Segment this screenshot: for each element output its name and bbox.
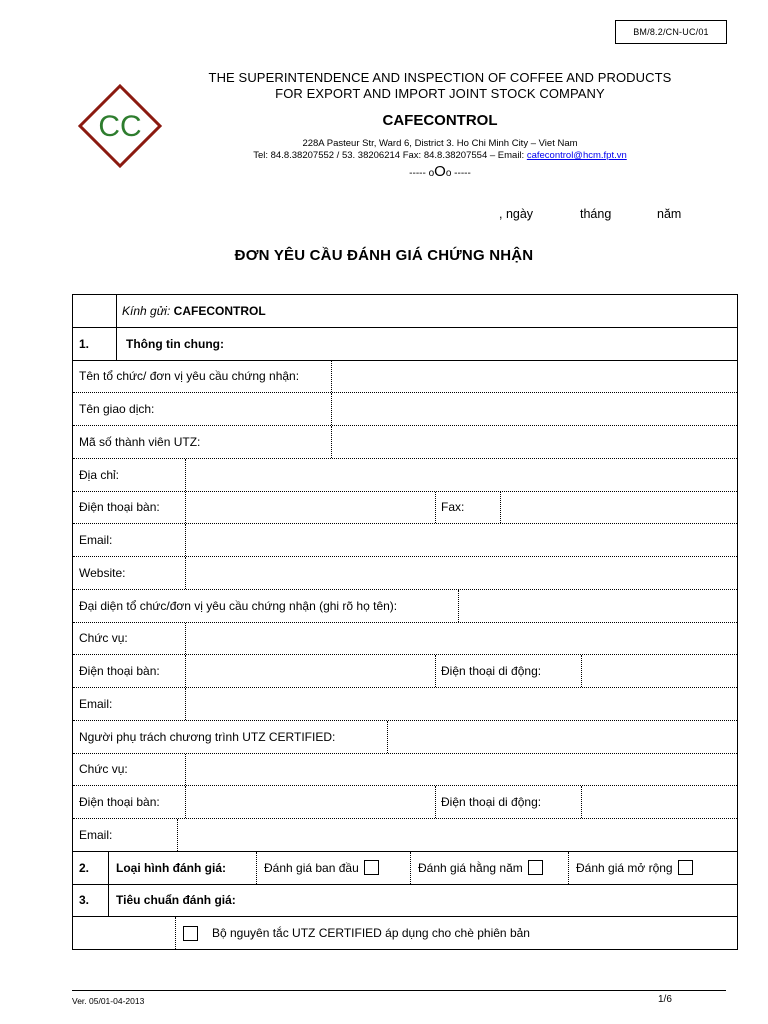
row-dien-thoai-fax [73, 492, 737, 525]
footer-divider [72, 990, 726, 991]
row-dia-chi [73, 459, 737, 492]
date-year-label: năm [657, 207, 682, 221]
ooo-mid: O [434, 163, 446, 180]
row-kinh-gui [73, 295, 737, 328]
dai-dien-field[interactable] [458, 590, 737, 622]
chuc-vu-field[interactable] [185, 754, 737, 786]
chuc-vu-label: Chức vụ: [79, 762, 128, 777]
ooo-divider [180, 165, 700, 181]
section-3-number: 3. [79, 893, 90, 908]
option-mo-rong-label: Đánh giá mở rộng [576, 860, 673, 875]
ma-so-label: Mã số thành viên UTZ: [79, 434, 201, 449]
date-month-label: tháng [580, 207, 612, 221]
email-field[interactable] [185, 688, 737, 720]
option-ban-dau-label: Đánh giá ban đầu [264, 860, 359, 875]
row-phone-utz [73, 786, 737, 819]
dien-thoai-ban-label: Điện thoại bàn: [79, 795, 160, 810]
dia-chi-label: Địa chỉ: [79, 467, 120, 482]
company-header [180, 70, 700, 181]
cafecontrol-logo [78, 84, 162, 168]
email-label: Email: [79, 827, 113, 842]
row-nguoi-phu-trach [73, 721, 737, 754]
kinh-gui-cell [116, 295, 266, 327]
website-label: Website: [79, 565, 126, 580]
bo-nguyen-tac-checkbox[interactable] [183, 926, 198, 941]
dien-thoai-ban-field[interactable] [185, 492, 435, 524]
row-chuc-vu-utz [73, 754, 737, 787]
row-section-1 [73, 328, 737, 361]
row-email-rep [73, 688, 737, 721]
ten-giao-dich-label: Tên giao dịch: [79, 402, 155, 417]
bo-nguyen-tac-label: Bộ nguyên tắc UTZ CERTIFIED áp dụng cho chè phiên bản [212, 926, 530, 941]
email-field[interactable] [177, 819, 737, 851]
company-contact [180, 150, 700, 162]
fax-field[interactable] [500, 492, 737, 524]
mo-rong-checkbox[interactable] [678, 860, 693, 875]
email-label: Email: [79, 696, 113, 711]
nguoi-phu-trach-label: Người phụ trách chương trình UTZ CERTIFIED: [79, 729, 336, 744]
row-ten-giao-dich [73, 393, 737, 426]
row-section-2 [73, 852, 737, 885]
email-label: Email: [79, 533, 113, 548]
row-section-3 [73, 885, 737, 918]
form-title: ĐƠN YÊU CẦU ĐÁNH GIÁ CHỨNG NHẬN [234, 247, 534, 264]
date-day-label: , ngày [499, 207, 534, 221]
dien-thoai-ban-label: Điện thoại bàn: [79, 500, 160, 515]
di-dong-field[interactable] [581, 786, 737, 818]
nguoi-phu-trach-field[interactable] [387, 721, 737, 753]
website-field[interactable] [185, 557, 737, 589]
org-name-line-1: THE SUPERINTENDENCE AND INSPECTION OF COFFEE AND PRODUCTS [208, 70, 672, 85]
row-website [73, 557, 737, 590]
ooo-left: ----- o [409, 168, 435, 179]
dai-dien-label: Đại diện tổ chức/đơn vị yêu cầu chứng nhận (ghi rõ họ tên): [79, 598, 398, 613]
ma-so-field[interactable] [331, 426, 737, 458]
hang-nam-checkbox[interactable] [528, 860, 543, 875]
company-name: CAFECONTROL [382, 112, 498, 129]
fax-label: Fax: [441, 500, 465, 515]
option-mo-rong[interactable] [570, 852, 693, 884]
dien-thoai-ban-field[interactable] [185, 655, 435, 687]
logo-text: CC [98, 110, 142, 143]
option-hang-nam-label: Đánh giá hằng năm [418, 860, 523, 875]
email-field[interactable] [185, 524, 737, 556]
footer-version: Ver. 05/01-04-2013 [72, 996, 145, 1006]
row-dai-dien [73, 590, 737, 623]
company-address: 228A Pasteur Str, Ward 6, District 3. Ho Chi Minh City – Viet Nam [302, 138, 578, 149]
ban-dau-checkbox[interactable] [364, 860, 379, 875]
option-ban-dau[interactable] [258, 852, 379, 884]
request-form-table [72, 294, 738, 950]
org-name-line-2: FOR EXPORT AND IMPORT JOINT STOCK COMPANY [275, 86, 605, 101]
email-link[interactable]: cafecontrol@hcm.fpt.vn [526, 150, 627, 161]
di-dong-label: Điện thoại di động: [441, 795, 542, 810]
ten-to-chuc-label: Tên tổ chức/ đơn vị yêu cầu chứng nhận: [79, 369, 300, 384]
ooo-right: o ----- [445, 168, 471, 179]
option-hang-nam[interactable] [412, 852, 543, 884]
di-dong-label: Điện thoại di động: [441, 664, 542, 679]
section-2-title: Loại hình đánh giá: [116, 860, 226, 875]
row-email-org [73, 524, 737, 557]
contact-text: Tel: 84.8.38207552 / 53. 38206214 Fax: 84.8.38207554 – Email: [253, 150, 527, 161]
row-chuc-vu-rep [73, 623, 737, 656]
bo-nguyen-tac-option[interactable] [177, 917, 530, 949]
di-dong-field[interactable] [581, 655, 737, 687]
section-2-number: 2. [79, 860, 90, 875]
dien-thoai-ban-label: Điện thoại bàn: [79, 664, 160, 679]
row-ten-to-chuc [73, 361, 737, 394]
ten-to-chuc-field[interactable] [331, 361, 737, 393]
section-3-title: Tiêu chuẩn đánh giá: [116, 893, 236, 908]
section-1-number: 1. [79, 336, 90, 351]
row-bo-nguyen-tac [73, 917, 737, 949]
footer-page-number: 1/6 [658, 994, 672, 1005]
row-ma-so [73, 426, 737, 459]
section-1-title: Thông tin chung: [126, 336, 224, 351]
dia-chi-field[interactable] [185, 459, 737, 491]
chuc-vu-field[interactable] [185, 623, 737, 655]
row-phone-rep [73, 655, 737, 688]
document-code: BM/8.2/CN-UC/01 [615, 20, 727, 44]
row-email-utz [73, 819, 737, 852]
kinh-gui-value: CAFECONTROL [173, 303, 266, 318]
ten-giao-dich-field[interactable] [331, 393, 737, 425]
chuc-vu-label: Chức vụ: [79, 631, 128, 646]
kinh-gui-label: Kính gửi: [122, 303, 171, 318]
dien-thoai-ban-field[interactable] [185, 786, 435, 818]
